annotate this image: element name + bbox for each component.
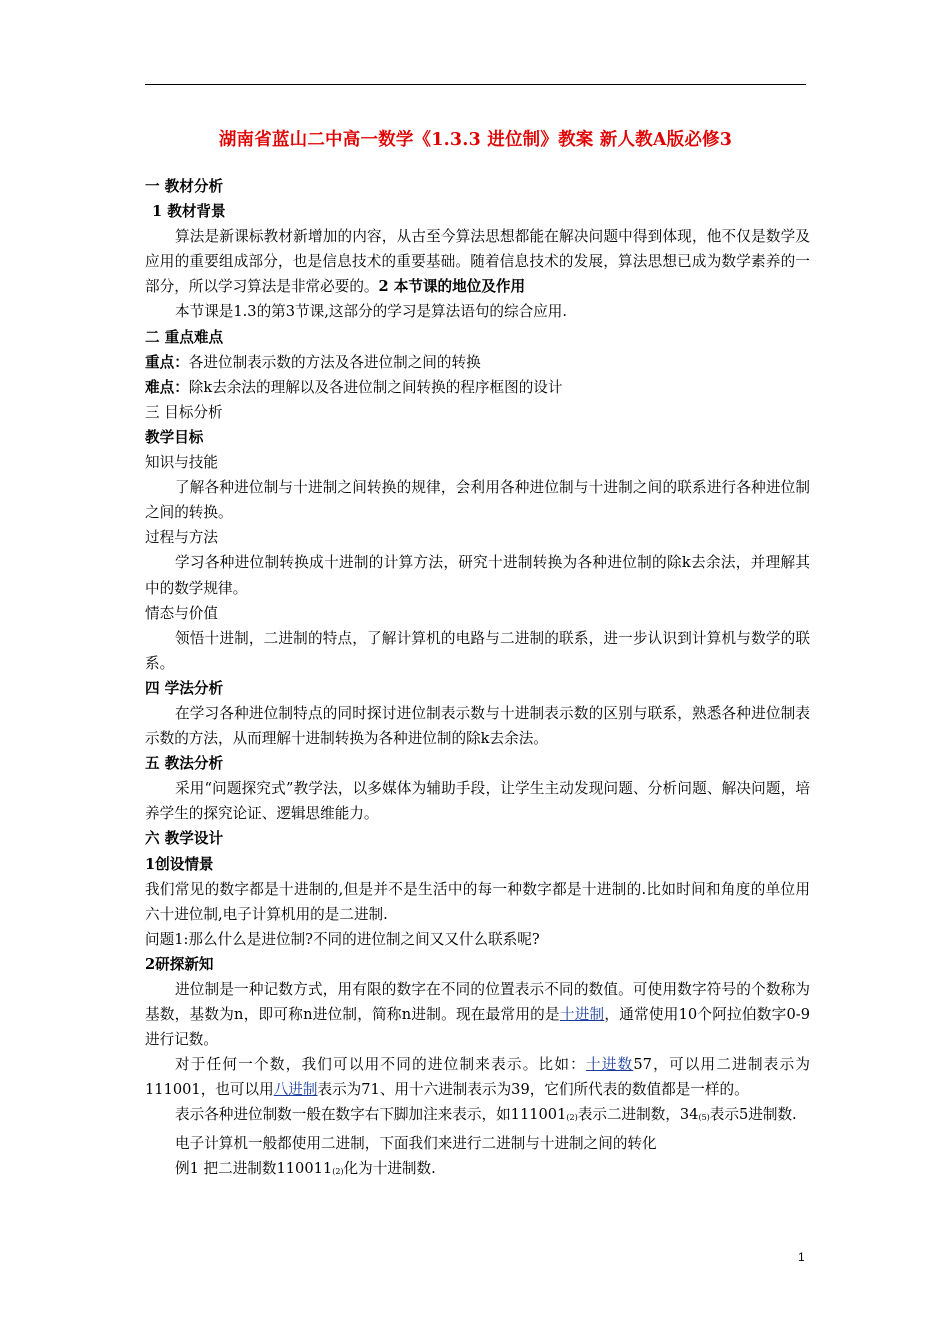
explore-paragraph-2: 对于任何一个数，我们可以用不同的进位制来表示。比如：十进数57，可以用二进制表示为111001，也可以用八进制表示为71、用十六进制表示为39，它们所代表的数值都是一样的。 <box>145 1056 810 1099</box>
link-decimal-number[interactable]: 十进数 <box>585 1056 634 1074</box>
scenario-text: 我们常见的数字都是十进制的,但是并不是生活中的每一种数字都是十进制的.比如时间和角度的单位用六十进位制,电子计算机用的是二进制. <box>145 880 810 923</box>
knowledge-text: 了解各种进位制与十进制之间转换的规律，会利用各种进位制与十进制之间的联系进行各种进位制之间的转换。 <box>145 479 810 522</box>
header-rule <box>145 84 806 85</box>
study-method-text: 在学习各种进位制特点的同时探讨进位制表示数与十进制表示数的区别与联系，熟悉各种进位制表示数的方法，从而理解十进制转换为各种进位制的除k去余法。 <box>145 704 810 748</box>
emotion-text: 领悟十进制，二进制的特点，了解计算机的电路与二进制的联系，进一步认识到计算机与数学的联系。 <box>145 629 810 672</box>
subheading-background: 1 教材背景 <box>152 203 226 221</box>
teaching-method-text: 采用“问题探究式”教学法，以多媒体为辅助手段，让学生主动发现问题、分析问题、解决问题，培养学生的探究论证、逻辑思维能力。 <box>145 780 810 823</box>
section-heading-5: 五 教法分析 <box>145 755 224 773</box>
example-1: 例1 把二进制数$110011_{(2)}$化为十进制数. <box>175 1159 436 1177</box>
subheading-explore: 2研探新知 <box>145 955 214 973</box>
emotion-label: 情态与价值 <box>145 604 218 622</box>
explore-paragraph-3: 表示各种进位制数一般在数字右下脚加注来表示，如$111001_{(2)}$表示二进制数，$34_{(5)}$表示5进制数. <box>175 1106 797 1124</box>
link-decimal[interactable]: 十进制 <box>559 1006 605 1024</box>
document-title: 湖南省蓝山二中高一数学《1.3.3 进位制》教案 新人教A版必修3 <box>218 130 733 150</box>
question-1: 问题1:那么什么是进位制?不同的进位制之间又又什么联系呢? <box>145 930 540 948</box>
paragraph-role: 本节课是1.3的第3节课,这部分的学习是算法语句的综合应用. <box>175 303 568 321</box>
process-text: 学习各种进位制转换成十进制的计算方法，研究十进制转换为各种进位制的除k去余法，并理解其中的数学规律。 <box>145 554 810 597</box>
section-heading-1: 一 教材分析 <box>145 178 224 195</box>
difficult-points: 难点：除k去余法的理解以及各进位制之间转换的程序框图的设计 <box>145 378 563 396</box>
teaching-goal-heading: 教学目标 <box>145 428 204 446</box>
key-points: 重点：各进位制表示数的方法及各进位制之间的转换 <box>145 353 481 371</box>
knowledge-label: 知识与技能 <box>145 454 218 472</box>
subheading-scenario: 1创设情景 <box>145 855 214 873</box>
document-body <box>145 174 810 1184</box>
section-heading-6: 六 教学设计 <box>145 830 224 848</box>
link-octal[interactable]: 八进制 <box>273 1081 318 1099</box>
paragraph-background: 算法是新课标教材新增加的内容，从古至今算法思想都能在解决问题中得到体现，他不仅是数学及应用的重要组成部分，也是信息技术的重要基础。随着信息技术的发展，算法思想已成为数学素养的一部分，所以学习算法是非常必要的。2 本节课的地位及作用 <box>145 228 810 296</box>
process-label: 过程与方法 <box>145 529 218 547</box>
section-heading-2: 二 重点难点 <box>145 328 224 346</box>
subheading-role: 2 本节课的地位及作用 <box>378 278 526 296</box>
section-heading-3: 三 目标分析 <box>145 403 223 421</box>
explore-paragraph-1: 进位制是一种记数方式，用有限的数字在不同的位置表示不同的数值。可使用数字符号的个数称为基数，基数为n，即可称n进位制，简称n进制。现在最常用的是十进制，通常使用10个阿拉伯数字0-9进行记数。 <box>145 981 810 1049</box>
section-heading-4: 四 学法分析 <box>145 679 224 697</box>
explore-paragraph-4: 电子计算机一般都使用二进制，下面我们来进行二进制与十进制之间的转化 <box>175 1134 657 1152</box>
page-number: 1 <box>798 1250 805 1264</box>
